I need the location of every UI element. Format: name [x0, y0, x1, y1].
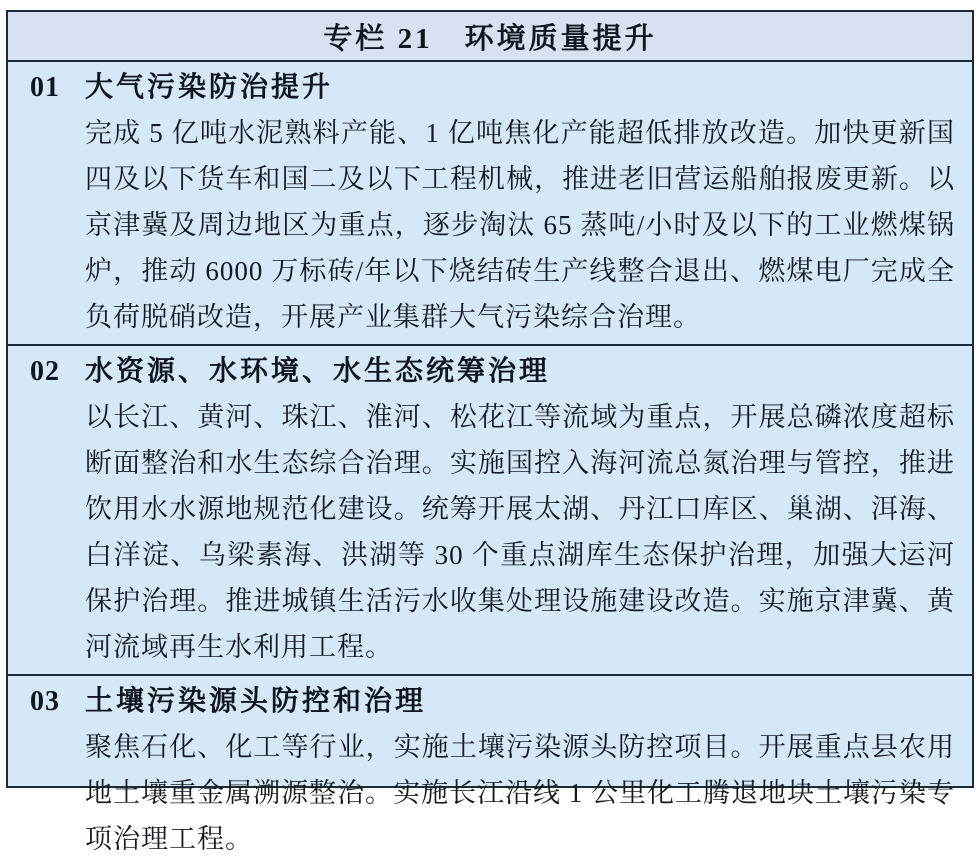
- section-body-text: 完成 5 亿吨水泥熟料产能、1 亿吨焦化产能超低排放改造。加快更新国四及以下货车和国二及以下工程机械，推进老旧营运船舶报废更新。以京津冀及周边地区为重点，逐步淘汰 65 蒸吨/小时及以下的工业燃煤锅炉，推动 6000 万标砖/年以下烧结砖生产线整合退出、燃煤电厂完成全负荷脱硝改造，开展产业集群大气污染综合治理。: [85, 118, 955, 332]
- section-heading: 土壤污染源头防控和治理: [85, 686, 427, 717]
- section-number: 02: [30, 356, 60, 387]
- section-heading-row: [8, 352, 972, 392]
- section-body-text: 聚焦石化、化工等行业，实施土壤污染源头防控项目。开展重点县农用地土壤重金属溯源整治。实施长江沿线 1 公里化工腾退地块土壤污染专项治理工程。: [85, 732, 955, 854]
- section-heading-row: [8, 68, 972, 108]
- column-box: [6, 10, 974, 854]
- column-title: 专栏 21 环境质量提升: [323, 22, 657, 55]
- section-soil-pollution: [8, 674, 972, 866]
- section-water-governance: [8, 344, 972, 674]
- section-heading: 水资源、水环境、水生态统筹治理: [85, 356, 551, 387]
- section-number: 01: [30, 72, 60, 103]
- section-heading: 大气污染防治提升: [85, 72, 334, 103]
- section-number: 03: [30, 686, 60, 717]
- section-air-pollution: [8, 62, 972, 344]
- column-title-bar: [8, 12, 972, 62]
- section-body-text: 以长江、黄河、珠江、淮河、松花江等流域为重点，开展总磷浓度超标断面整治和水生态综合治理。实施国控入海河流总氮治理与管控，推进饮用水水源地规范化建设。统筹开展太湖、丹江口库区、巢湖、洱海、白洋淀、乌梁素海、洪湖等 30 个重点湖库生态保护治理，加强大运河保护治理。推进城镇生活污水收集处理设施建设改造。实施京津冀、黄河流域再生水利用工程。: [85, 402, 955, 662]
- section-heading-row: [8, 682, 972, 722]
